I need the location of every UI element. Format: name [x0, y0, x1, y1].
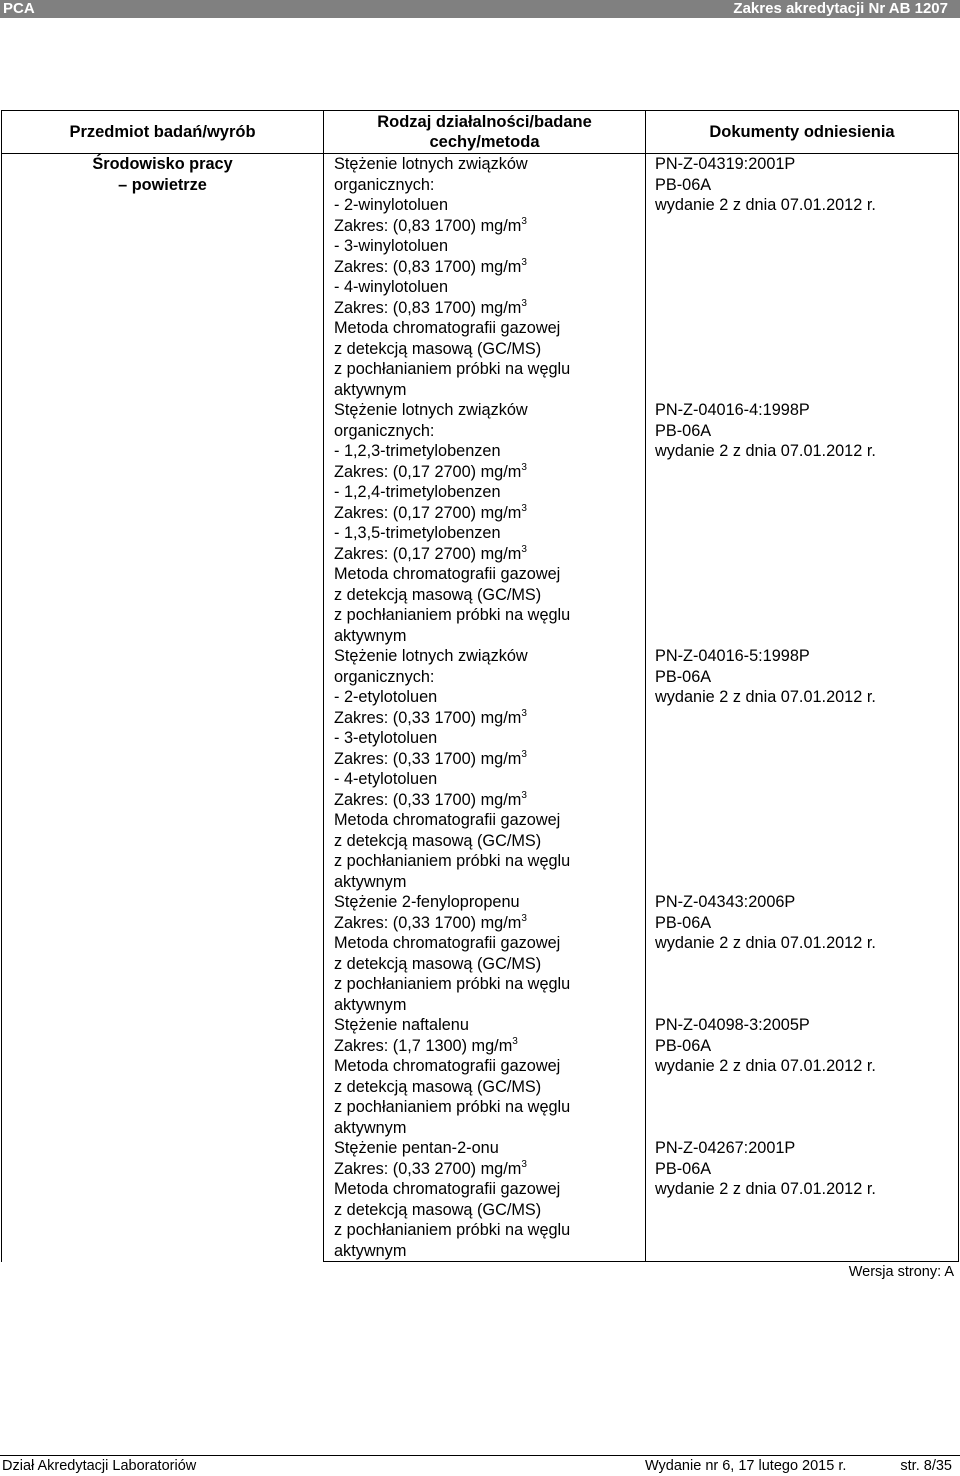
- unit-exponent: 3: [521, 789, 527, 801]
- method-line: [334, 749, 645, 770]
- method-line: [334, 933, 645, 954]
- method-line: [334, 1200, 645, 1221]
- method-line-text: Zakres: (0,33 1700) mg/m: [334, 913, 522, 932]
- method-line: [334, 359, 645, 380]
- method-cell: [324, 1015, 646, 1138]
- method-line: [334, 851, 645, 872]
- method-cell: [324, 646, 646, 892]
- method-line: [334, 1015, 645, 1036]
- method-line-text: aktywnym: [334, 872, 407, 891]
- standard-reference: PN-Z-04319:2001P: [655, 155, 796, 173]
- method-line-text: - 3-etylotoluen: [334, 729, 438, 747]
- method-line-text: z pochłanianiem próbki na węglu: [334, 1098, 571, 1116]
- method-line: [334, 1036, 645, 1057]
- method-line: [334, 175, 645, 196]
- subject-subtype: – powietrze: [118, 175, 207, 194]
- method-line-text: Zakres: (0,33 2700) mg/m: [334, 1159, 522, 1178]
- method-line-text: Zakres: (0,33 1700) mg/m: [334, 749, 522, 768]
- method-line-text: aktywnym: [334, 995, 407, 1014]
- table-header-row: [2, 111, 959, 154]
- method-line: [334, 503, 645, 524]
- procedure-edition: wydanie 2 z dnia 07.01.2012 r.: [655, 442, 876, 460]
- page-footer: [0, 1455, 960, 1476]
- method-line-text: Zakres: (0,83 1700) mg/m: [334, 298, 522, 317]
- method-line: [334, 892, 645, 913]
- procedure-code: PB-06A: [655, 1159, 712, 1178]
- method-line: [334, 1056, 645, 1077]
- method-line-text: Zakres: (1,7 1300) mg/m: [334, 1036, 513, 1055]
- unit-exponent: 3: [512, 1035, 518, 1047]
- method-line: [334, 769, 645, 790]
- procedure-code: PB-06A: [655, 913, 712, 932]
- method-line-text: - 3-winylotoluen: [334, 237, 449, 255]
- procedure-edition: wydanie 2 z dnia 07.01.2012 r.: [655, 934, 876, 952]
- method-line: [334, 1179, 645, 1200]
- standard-reference: PN-Z-04343:2006P: [655, 893, 796, 911]
- method-line-text: z detekcją masową (GC/MS): [334, 831, 542, 850]
- unit-exponent: 3: [521, 502, 527, 514]
- standard-reference: PN-Z-04267:2001P: [655, 1139, 796, 1157]
- method-line: [334, 954, 645, 975]
- method-line: [334, 1241, 645, 1262]
- method-line: [334, 523, 645, 544]
- method-line-text: Stężenie lotnych związków: [334, 647, 528, 665]
- method-line: [334, 236, 645, 257]
- method-cell: [324, 1138, 646, 1262]
- standard-reference: PN-Z-04098-3:2005P: [655, 1016, 810, 1034]
- method-line-text: - 2-winylotoluen: [334, 196, 449, 214]
- unit-exponent: 3: [521, 707, 527, 719]
- method-line-text: - 1,2,4-trimetylobenzen: [334, 483, 501, 501]
- unit-exponent: 3: [521, 912, 527, 924]
- documents-cell: [646, 400, 959, 646]
- unit-exponent: 3: [521, 543, 527, 555]
- method-line-text: z pochłanianiem próbki na węglu: [334, 975, 571, 993]
- method-line: [334, 544, 645, 565]
- procedure-code: PB-06A: [655, 175, 712, 194]
- method-line-text: Metoda chromatografii gazowej: [334, 565, 561, 583]
- method-line-text: Stężenie naftalenu: [334, 1016, 469, 1034]
- method-line-text: aktywnym: [334, 380, 407, 399]
- method-line-text: z pochłanianiem próbki na węglu: [334, 606, 571, 624]
- column-header-method: Rodzaj działalności/badane cechy/metoda: [324, 111, 646, 154]
- method-line: [334, 831, 645, 852]
- unit-exponent: 3: [521, 1158, 527, 1170]
- method-line-text: - 1,2,3-trimetylobenzen: [334, 442, 501, 460]
- method-line-text: Metoda chromatografii gazowej: [334, 319, 561, 337]
- procedure-edition: wydanie 2 z dnia 07.01.2012 r.: [655, 688, 876, 706]
- method-line-text: z detekcją masową (GC/MS): [334, 954, 542, 973]
- method-line-text: Zakres: (0,17 2700) mg/m: [334, 462, 522, 481]
- method-line: [334, 605, 645, 626]
- procedure-code: PB-06A: [655, 1036, 712, 1055]
- method-line-text: Zakres: (0,33 1700) mg/m: [334, 708, 522, 727]
- accreditation-scope-table: [1, 110, 959, 1262]
- method-line-text: Stężenie pentan-2-onu: [334, 1139, 499, 1157]
- method-line: [334, 441, 645, 462]
- method-line-text: organicznych:: [334, 421, 435, 440]
- method-line-text: Zakres: (0,17 2700) mg/m: [334, 503, 522, 522]
- method-line: [334, 667, 645, 688]
- column-header-documents: Dokumenty odniesienia: [646, 111, 959, 154]
- method-line-text: Stężenie lotnych związków: [334, 401, 528, 419]
- method-line: [334, 585, 645, 606]
- method-line: [334, 462, 645, 483]
- method-line: [334, 257, 645, 278]
- method-line-text: Metoda chromatografii gazowej: [334, 1180, 561, 1198]
- unit-exponent: 3: [521, 748, 527, 760]
- unit-exponent: 3: [521, 256, 527, 268]
- method-line: [334, 1159, 645, 1180]
- method-line: [334, 380, 645, 401]
- procedure-code: PB-06A: [655, 421, 712, 440]
- method-line: [334, 790, 645, 811]
- procedure-code: PB-06A: [655, 667, 712, 686]
- method-line-text: z pochłanianiem próbki na węglu: [334, 1221, 571, 1239]
- header-document-title: Zakres akredytacji Nr AB 1207: [733, 0, 948, 17]
- method-line: [334, 1118, 645, 1139]
- procedure-edition: wydanie 2 z dnia 07.01.2012 r.: [655, 196, 876, 214]
- page-version-note: Wersja strony: A: [848, 1264, 954, 1280]
- method-line-text: Zakres: (0,83 1700) mg/m: [334, 216, 522, 235]
- method-line: [334, 482, 645, 503]
- procedure-edition: wydanie 2 z dnia 07.01.2012 r.: [655, 1057, 876, 1075]
- page-header-bar: [0, 0, 960, 18]
- method-line-text: - 2-etylotoluen: [334, 688, 438, 706]
- method-line-text: z detekcją masową (GC/MS): [334, 1077, 542, 1096]
- footer-edition: Wydanie nr 6, 17 lutego 2015 r.: [645, 1458, 847, 1474]
- method-line: [334, 810, 645, 831]
- method-cell: [324, 400, 646, 646]
- documents-cell: [646, 154, 959, 401]
- method-line-text: z pochłanianiem próbki na węglu: [334, 360, 571, 378]
- method-line: [334, 216, 645, 237]
- footer-page-number: str. 8/35: [900, 1458, 952, 1474]
- method-line: [334, 564, 645, 585]
- method-line-text: - 4-winylotoluen: [334, 278, 449, 296]
- method-line: [334, 995, 645, 1016]
- method-line: [334, 1097, 645, 1118]
- method-line: [334, 318, 645, 339]
- subject-name: Środowisko pracy: [92, 155, 233, 173]
- method-line-text: Metoda chromatografii gazowej: [334, 811, 561, 829]
- unit-exponent: 3: [521, 215, 527, 227]
- method-line-text: Zakres: (0,33 1700) mg/m: [334, 790, 522, 809]
- unit-exponent: 3: [521, 297, 527, 309]
- method-line: [334, 646, 645, 667]
- documents-cell: [646, 1138, 959, 1262]
- footer-department: Dział Akredytacji Laboratoriów: [2, 1458, 197, 1474]
- method-line-text: Metoda chromatografii gazowej: [334, 1057, 561, 1075]
- method-cell: [324, 154, 646, 401]
- method-line: [334, 687, 645, 708]
- method-line: [334, 154, 645, 175]
- method-line: [334, 728, 645, 749]
- method-line-text: z detekcją masową (GC/MS): [334, 339, 542, 358]
- subject-cell: [2, 154, 324, 1262]
- method-line: [334, 974, 645, 995]
- unit-exponent: 3: [521, 461, 527, 473]
- method-line-text: aktywnym: [334, 1241, 407, 1260]
- standard-reference: PN-Z-04016-5:1998P: [655, 647, 810, 665]
- method-line-text: - 4-etylotoluen: [334, 770, 438, 788]
- method-line: [334, 1077, 645, 1098]
- method-line-text: Metoda chromatografii gazowej: [334, 934, 561, 952]
- method-line-text: - 1,3,5-trimetylobenzen: [334, 524, 501, 542]
- method-line-text: aktywnym: [334, 1118, 407, 1137]
- method-line-text: organicznych:: [334, 175, 435, 194]
- table-row: [2, 154, 959, 401]
- method-cell: [324, 892, 646, 1015]
- method-line-text: z pochłanianiem próbki na węglu: [334, 852, 571, 870]
- method-line: [334, 872, 645, 893]
- method-line: [334, 277, 645, 298]
- method-line: [334, 1138, 645, 1159]
- method-line-text: Zakres: (0,17 2700) mg/m: [334, 544, 522, 563]
- method-line: [334, 339, 645, 360]
- method-line-text: organicznych:: [334, 667, 435, 686]
- standard-reference: PN-Z-04016-4:1998P: [655, 401, 810, 419]
- procedure-edition: wydanie 2 z dnia 07.01.2012 r.: [655, 1180, 876, 1198]
- method-line: [334, 1220, 645, 1241]
- method-line-text: z detekcją masową (GC/MS): [334, 585, 542, 604]
- method-line-text: aktywnym: [334, 626, 407, 645]
- header-org: PCA: [3, 0, 35, 17]
- documents-cell: [646, 646, 959, 892]
- method-line: [334, 400, 645, 421]
- method-line: [334, 421, 645, 442]
- method-line: [334, 195, 645, 216]
- method-line: [334, 708, 645, 729]
- method-line-text: z detekcją masową (GC/MS): [334, 1200, 542, 1219]
- method-line-text: Stężenie lotnych związków: [334, 155, 528, 173]
- method-line: [334, 298, 645, 319]
- method-line: [334, 913, 645, 934]
- method-line-text: Zakres: (0,83 1700) mg/m: [334, 257, 522, 276]
- method-line-text: Stężenie 2-fenylopropenu: [334, 893, 520, 911]
- documents-cell: [646, 892, 959, 1015]
- column-header-subject: Przedmiot badań/wyrób: [2, 111, 324, 154]
- method-line: [334, 626, 645, 647]
- documents-cell: [646, 1015, 959, 1138]
